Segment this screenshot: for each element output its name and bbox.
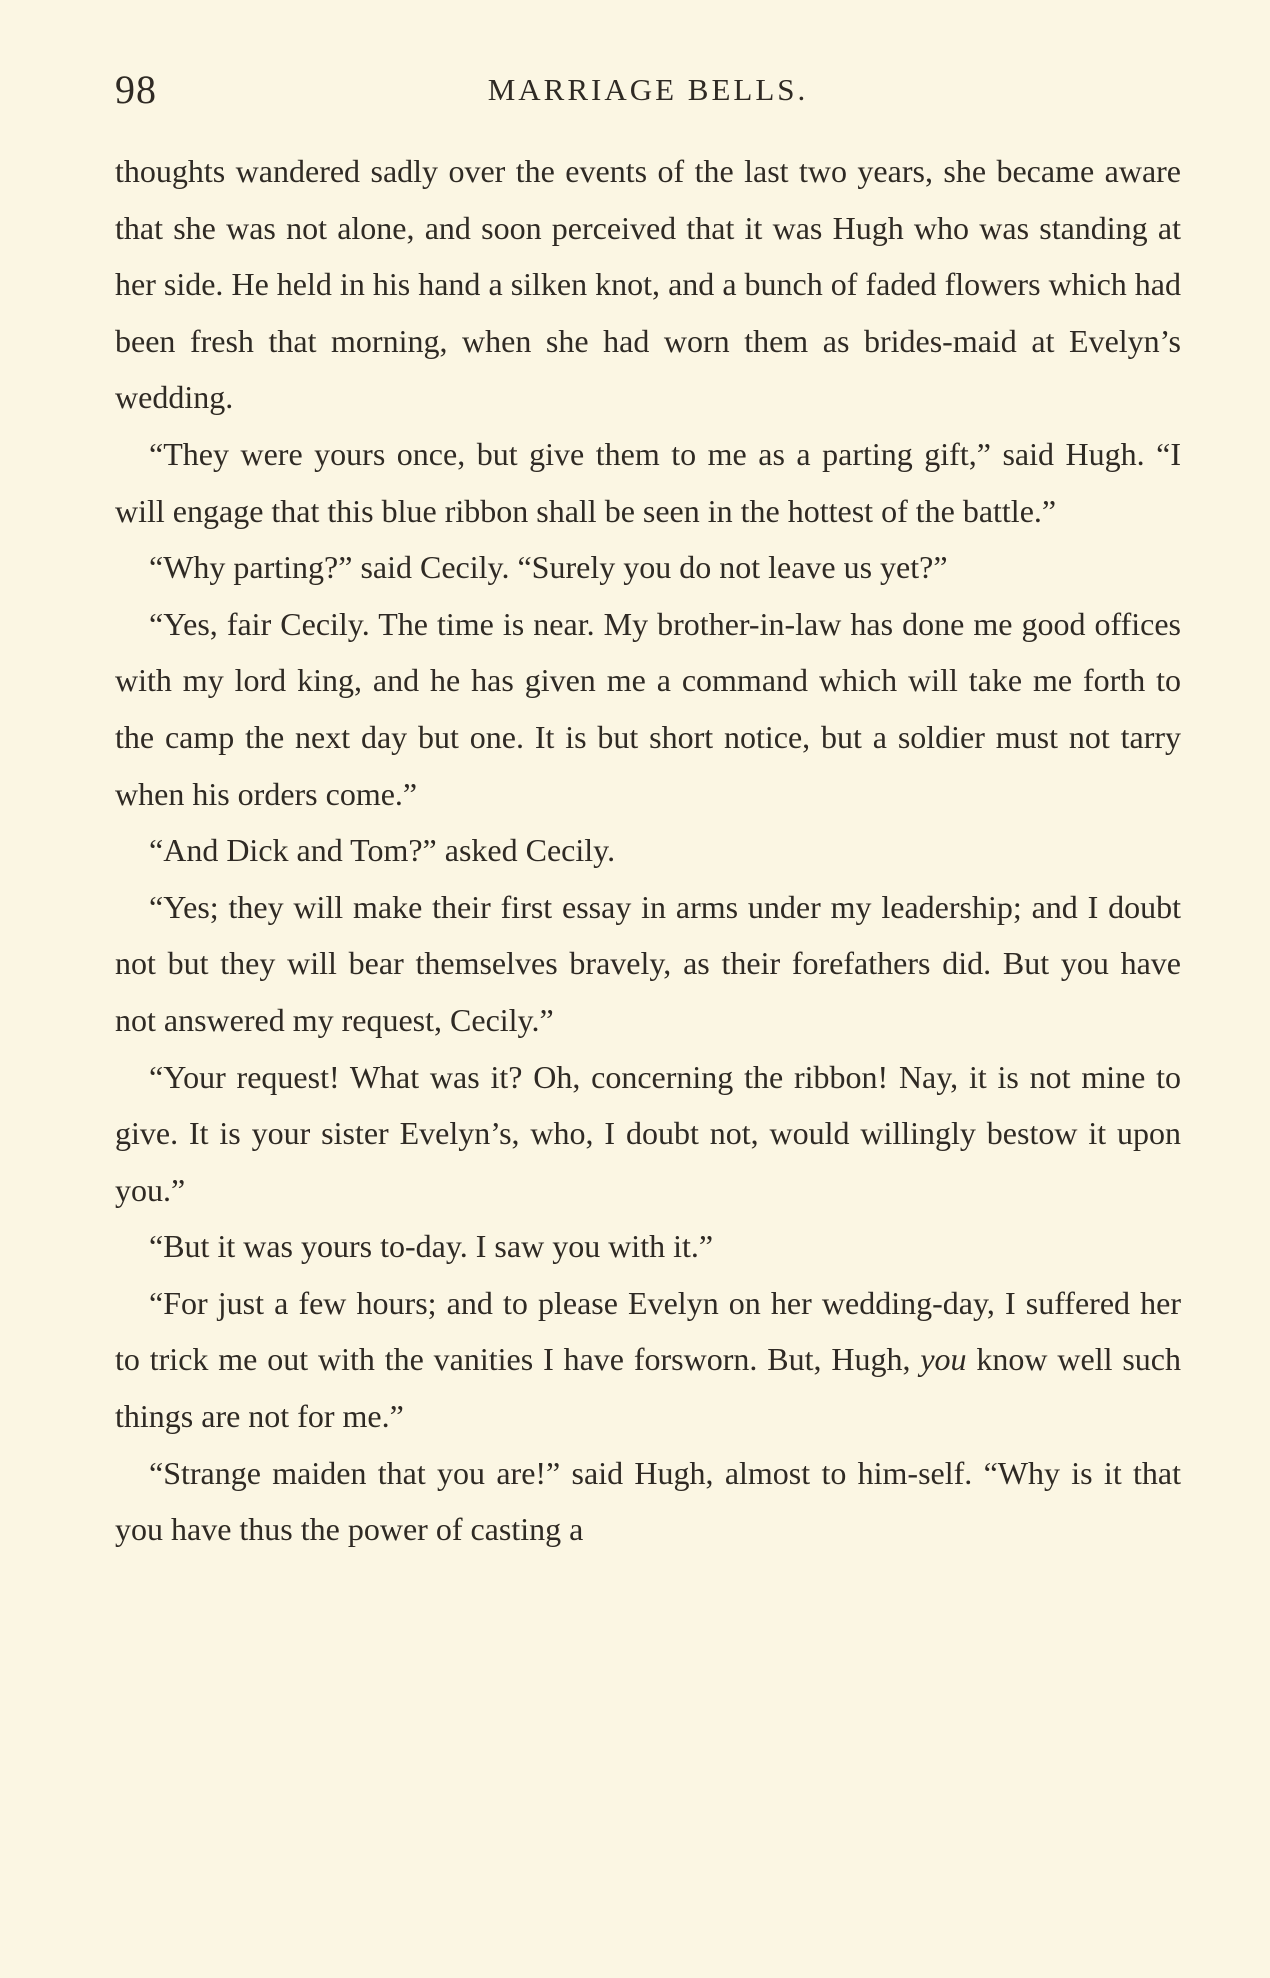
emphasis-text: you	[920, 1341, 967, 1378]
paragraph: thoughts wandered sadly over the events of the last two years, she became aware that she was not alone, and soon perceived that it was Hugh who was standing at her side. He held in his hand a silken knot, and a bunch of faded flowers which had been fresh that morning, when she had worn them as brides-maid at Evelyn’s wedding.	[115, 153, 1181, 416]
paragraph: “Your request! What was it? Oh, concerning the ribbon! Nay, it is not mine to give. It is your sister Evelyn’s, who, I doubt not, would willingly bestow it upon you.”	[115, 1058, 1181, 1208]
paragraph: “Strange maiden that you are!” said Hugh, almost to him-self. “Why is it that you have thus the power of casting a	[115, 1454, 1181, 1548]
paragraph-text: know well such things are not for me.”	[115, 1341, 1182, 1435]
page-header	[115, 60, 1181, 120]
running-title: MARRIAGE BELLS.	[487, 72, 809, 107]
paragraph: “Why parting?” said Cecily. “Surely you do not leave us yet?”	[149, 549, 948, 586]
paragraph: “They were yours once, but give them to me as a parting gift,” said Hugh. “I will engage that this blue ribbon shall be seen in the hottest of the battle.”	[115, 435, 1181, 529]
body-text	[115, 143, 1181, 1558]
paragraph	[115, 1275, 1181, 1445]
paragraph-text: “For just a few hours; and to please Evelyn on her wedding-day, I suffered her to trick me out with the vanities I have forsworn. But, Hugh,	[115, 1284, 1181, 1378]
page-number: 98	[115, 67, 157, 112]
paragraph: “And Dick and Tom?” asked Cecily.	[149, 832, 616, 869]
paragraph: “But it was yours to-day. I saw you with it.”	[149, 1228, 714, 1265]
paragraph: “Yes; they will make their first essay in arms under my leadership; and I doubt not but they will bear themselves bravely, as their forefathers did. But you have not answered my request, Cecily.”	[115, 888, 1181, 1038]
paragraph: “Yes, fair Cecily. The time is near. My brother-in-law has done me good offices with my lord king, and he has given me a command which will take me forth to the camp the next day but one. It is but short notice, but a soldier must not tarry when his orders come.”	[115, 605, 1181, 812]
